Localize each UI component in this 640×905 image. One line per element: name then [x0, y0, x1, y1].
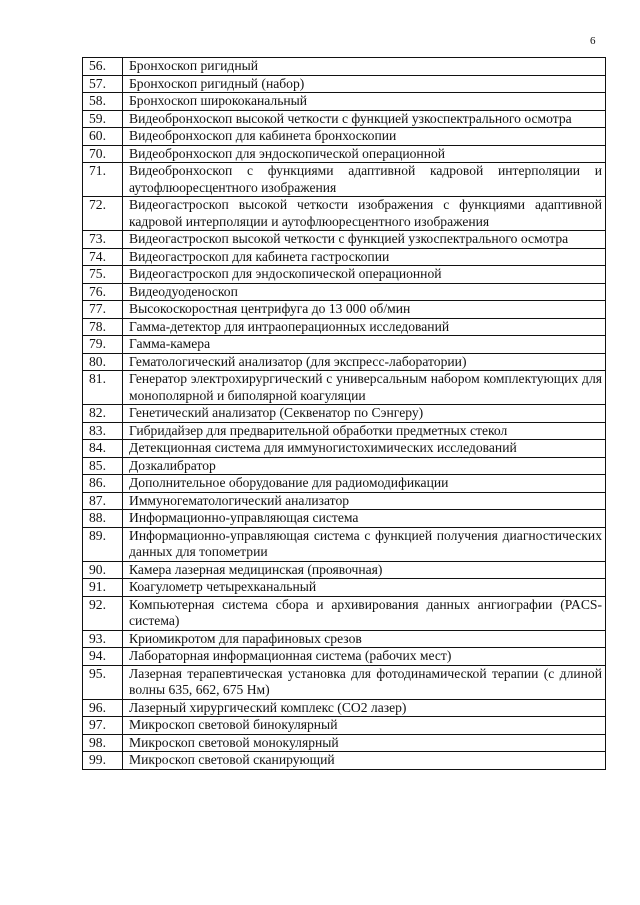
- table-row: [83, 648, 606, 666]
- page-number: 6: [590, 35, 596, 47]
- table-row: [83, 405, 606, 423]
- table-row: [83, 422, 606, 440]
- table-row: [83, 717, 606, 735]
- equipment-name: Лазерный хирургический комплекс (СО2 лазер): [123, 699, 606, 717]
- equipment-name: Лазерная терапевтическая установка для фотодинамической терапии (с длиной волны 635, 662, 675 Нм): [123, 665, 606, 699]
- row-number: 56.: [83, 58, 123, 76]
- equipment-name: Видеогастроскоп высокой четкости изображения с функциями адаптивной кадровой интерполяции и аутофлюоресцентного изображения: [123, 197, 606, 231]
- equipment-name: Видеобронхоскоп с функциями адаптивной кадровой интерполяции и аутофлюоресцентного изображения: [123, 163, 606, 197]
- table-row: [83, 93, 606, 111]
- row-number: 84.: [83, 440, 123, 458]
- row-number: 85.: [83, 457, 123, 475]
- equipment-name: Микроскоп световой бинокулярный: [123, 717, 606, 735]
- equipment-name: Гамма-детектор для интраоперационных исследований: [123, 318, 606, 336]
- row-number: 79.: [83, 336, 123, 354]
- row-number: 96.: [83, 699, 123, 717]
- equipment-name: Бронхоскоп ригидный: [123, 58, 606, 76]
- row-number: 90.: [83, 561, 123, 579]
- table-row: [83, 110, 606, 128]
- equipment-name: Гибридайзер для предварительной обработки предметных стекол: [123, 422, 606, 440]
- equipment-name: Детекционная система для иммуногистохимических исследований: [123, 440, 606, 458]
- table-row: [83, 75, 606, 93]
- equipment-name: Видеогастроскоп для эндоскопической операционной: [123, 266, 606, 284]
- table-row: [83, 145, 606, 163]
- table-row: [83, 353, 606, 371]
- row-number: 58.: [83, 93, 123, 111]
- row-number: 73.: [83, 231, 123, 249]
- equipment-name: Видеогастроскоп для кабинета гастроскопии: [123, 248, 606, 266]
- table-row: [83, 665, 606, 699]
- table-row: [83, 336, 606, 354]
- table-row: [83, 301, 606, 319]
- table-row: [83, 371, 606, 405]
- row-number: 99.: [83, 752, 123, 770]
- row-number: 92.: [83, 596, 123, 630]
- table-row: [83, 128, 606, 146]
- row-number: 87.: [83, 492, 123, 510]
- equipment-name: Гематологический анализатор (для экспресс-лаборатории): [123, 353, 606, 371]
- row-number: 72.: [83, 197, 123, 231]
- table-row: [83, 163, 606, 197]
- row-number: 60.: [83, 128, 123, 146]
- equipment-name: Высокоскоростная центрифуга до 13 000 об/мин: [123, 301, 606, 319]
- row-number: 86.: [83, 475, 123, 493]
- row-number: 81.: [83, 371, 123, 405]
- row-number: 77.: [83, 301, 123, 319]
- row-number: 75.: [83, 266, 123, 284]
- equipment-name: Генетический анализатор (Секвенатор по Сэнгеру): [123, 405, 606, 423]
- row-number: 95.: [83, 665, 123, 699]
- table-row: [83, 266, 606, 284]
- table-row: [83, 752, 606, 770]
- table-row: [83, 248, 606, 266]
- table-row: [83, 318, 606, 336]
- row-number: 80.: [83, 353, 123, 371]
- equipment-name: Информационно-управляющая система с функцией получения диагностических данных для топометрии: [123, 527, 606, 561]
- table-row: [83, 734, 606, 752]
- equipment-name: Лабораторная информационная система (рабочих мест): [123, 648, 606, 666]
- equipment-name: Видеобронхоскоп для кабинета бронхоскопии: [123, 128, 606, 146]
- row-number: 57.: [83, 75, 123, 93]
- row-number: 89.: [83, 527, 123, 561]
- table-row: [83, 197, 606, 231]
- row-number: 76.: [83, 283, 123, 301]
- row-number: 88.: [83, 510, 123, 528]
- equipment-name: Гамма-камера: [123, 336, 606, 354]
- row-number: 97.: [83, 717, 123, 735]
- table-row: [83, 492, 606, 510]
- table-row: [83, 58, 606, 76]
- equipment-name: Видеобронхоскоп высокой четкости с функцией узкоспектрального осмотра: [123, 110, 606, 128]
- table-row: [83, 630, 606, 648]
- table-row: [83, 579, 606, 597]
- row-number: 93.: [83, 630, 123, 648]
- table-row: [83, 475, 606, 493]
- equipment-name: Криомикротом для парафиновых срезов: [123, 630, 606, 648]
- equipment-name: Коагулометр четырехканальный: [123, 579, 606, 597]
- table-row: [83, 231, 606, 249]
- table-row: [83, 440, 606, 458]
- row-number: 59.: [83, 110, 123, 128]
- equipment-table-body: [83, 58, 606, 770]
- equipment-name: Информационно-управляющая система: [123, 510, 606, 528]
- equipment-name: Видеогастроскоп высокой четкости с функцией узкоспектрального осмотра: [123, 231, 606, 249]
- equipment-name: Дозкалибратор: [123, 457, 606, 475]
- equipment-name: Видеобронхоскоп для эндоскопической операционной: [123, 145, 606, 163]
- row-number: 82.: [83, 405, 123, 423]
- equipment-name: Генератор электрохирургический с универсальным набором комплектующих для монополярной и биполярной коагуляции: [123, 371, 606, 405]
- row-number: 83.: [83, 422, 123, 440]
- row-number: 94.: [83, 648, 123, 666]
- equipment-name: Компьютерная система сбора и архивирования данных ангиографии (PACS-система): [123, 596, 606, 630]
- equipment-name: Видеодуоденоскоп: [123, 283, 606, 301]
- table-row: [83, 510, 606, 528]
- table-row: [83, 699, 606, 717]
- equipment-table: [82, 57, 606, 770]
- table-row: [83, 283, 606, 301]
- equipment-name: Микроскоп световой монокулярный: [123, 734, 606, 752]
- row-number: 74.: [83, 248, 123, 266]
- equipment-name: Бронхоскоп ригидный (набор): [123, 75, 606, 93]
- table-row: [83, 457, 606, 475]
- table-row: [83, 561, 606, 579]
- table-row: [83, 527, 606, 561]
- equipment-name: Камера лазерная медицинская (проявочная): [123, 561, 606, 579]
- equipment-name: Дополнительное оборудование для радиомодификации: [123, 475, 606, 493]
- row-number: 91.: [83, 579, 123, 597]
- equipment-name: Бронхоскоп ширококанальный: [123, 93, 606, 111]
- row-number: 71.: [83, 163, 123, 197]
- table-row: [83, 596, 606, 630]
- row-number: 78.: [83, 318, 123, 336]
- equipment-name: Микроскоп световой сканирующий: [123, 752, 606, 770]
- row-number: 98.: [83, 734, 123, 752]
- row-number: 70.: [83, 145, 123, 163]
- equipment-name: Иммуногематологический анализатор: [123, 492, 606, 510]
